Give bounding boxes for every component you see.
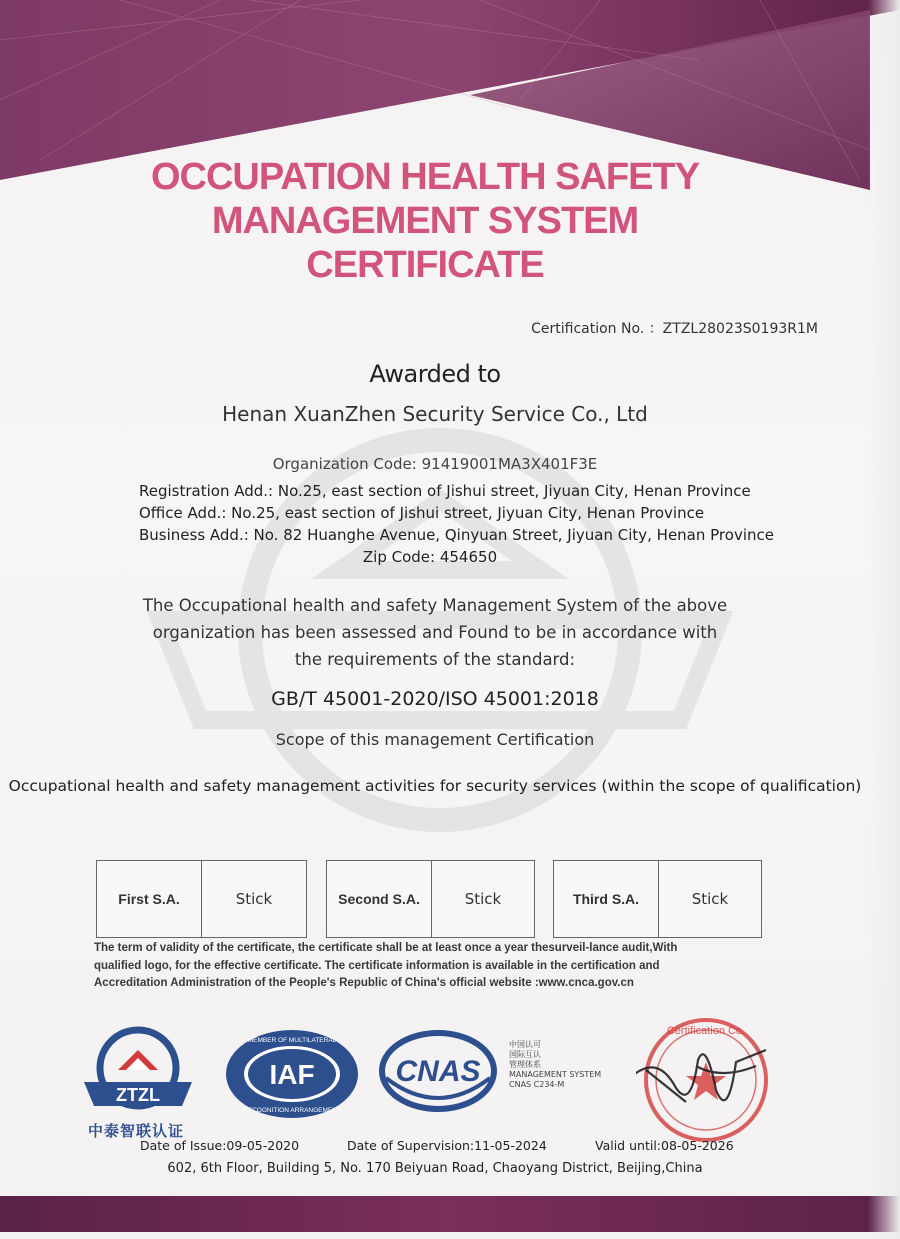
title-line-1: OCCUPATION HEALTH SAFETY (150, 156, 700, 198)
note-line-3: Accreditation Administration of the People's Republic of China's official website :www.cnca.gov.cn (94, 977, 634, 989)
zip-code: Zip Code: 454650 (362, 548, 498, 566)
cnas-cn-line-3: 管理体系 (509, 1060, 541, 1069)
company-name: Henan XuanZhen Security Service Co., Ltd (222, 402, 648, 426)
cnas-logo (378, 1028, 498, 1114)
ztzl-logo (78, 1024, 198, 1120)
ztzl-chinese-name: 中泰智联认证 (88, 1122, 185, 1140)
sa-value: Stick (235, 890, 273, 908)
note-line-1: The term of validity of the certificate, the certificate shall be at least once a year thesurveil-lance audit,With (94, 942, 678, 954)
awarded-to-label: Awarded to (369, 360, 501, 388)
organization-code: Organization Code: 91419001MA3X401F3E (272, 455, 598, 473)
sa-box-third (553, 860, 762, 938)
statement-line-1: The Occupational health and safety Management System of the above (142, 596, 728, 615)
ztzl-logo-text: ZTZL (116, 1085, 160, 1105)
official-seal (636, 1010, 776, 1150)
iaf-logo-text: IAF (269, 1059, 315, 1090)
statement-line-2: organization has been assessed and Found to be in accordance with (152, 623, 718, 642)
issuer-address: 602, 6th Floor, Building 5, No. 170 Beiyuan Road, Chaoyang District, Beijing,China (167, 1161, 703, 1176)
cnas-cn-line-2: 国际互认 (509, 1050, 541, 1059)
seal-text: Certification Co. (666, 1025, 746, 1037)
sa-value: Stick (464, 890, 502, 908)
cnas-accreditation-text (509, 1040, 601, 1090)
sa-label: Third S.A. (554, 861, 659, 937)
date-of-supervision: Date of Supervision:11-05-2024 (347, 1138, 547, 1153)
sa-box-second (326, 860, 535, 938)
scope-description: Occupational health and safety management activities for security services (within the scope of qualification) (8, 777, 862, 795)
standard: GB/T 45001-2020/ISO 45001:2018 (271, 688, 599, 710)
iaf-logo (222, 1026, 362, 1122)
iaf-ring-top: MEMBER OF MULTILATERAL (247, 1037, 337, 1044)
cnas-en-line-2: CNAS C234-M (509, 1080, 565, 1089)
date-of-issue: Date of Issue:09-05-2020 (140, 1138, 300, 1153)
note-line-2: qualified logo, for the effective certificate. The certificate information is available in the certification and (94, 959, 660, 972)
cnas-cn-line-1: 中国认可 (509, 1040, 541, 1049)
sa-value: Stick (691, 890, 729, 908)
valid-until: Valid until:08-05-2026 (595, 1138, 734, 1153)
sa-box-first (96, 860, 307, 938)
bottom-decorative-band (0, 1196, 900, 1232)
registration-address: Registration Add.: No.25, east section of Jishui street, Jiyuan City, Henan Province (139, 482, 751, 500)
statement-line-3: the requirements of the standard: (294, 650, 576, 669)
cnas-en-line-1: MANAGEMENT SYSTEM (509, 1070, 602, 1079)
page-edge-shadow (868, 0, 900, 1239)
title-line-3: CERTIFICATE (306, 244, 544, 286)
office-address: Office Add.: No.25, east section of Jishui street, Jiyuan City, Henan Province (139, 504, 705, 522)
business-address: Business Add.: No. 82 Huanghe Avenue, Qinyuan Street, Jiyuan City, Henan Province (139, 526, 774, 544)
title-line-2: MANAGEMENT SYSTEM (211, 200, 639, 242)
validity-note (94, 940, 784, 993)
sa-label: First S.A. (97, 861, 202, 937)
sa-label: Second S.A. (327, 861, 432, 937)
iaf-ring-bottom: RECOGNITION ARRANGEMENT (243, 1107, 341, 1114)
certification-number: Certification No. ：ZTZL28023S0193R1M (531, 321, 818, 337)
cnas-logo-text: CNAS (395, 1055, 481, 1088)
scope-title: Scope of this management Certification (275, 730, 595, 749)
